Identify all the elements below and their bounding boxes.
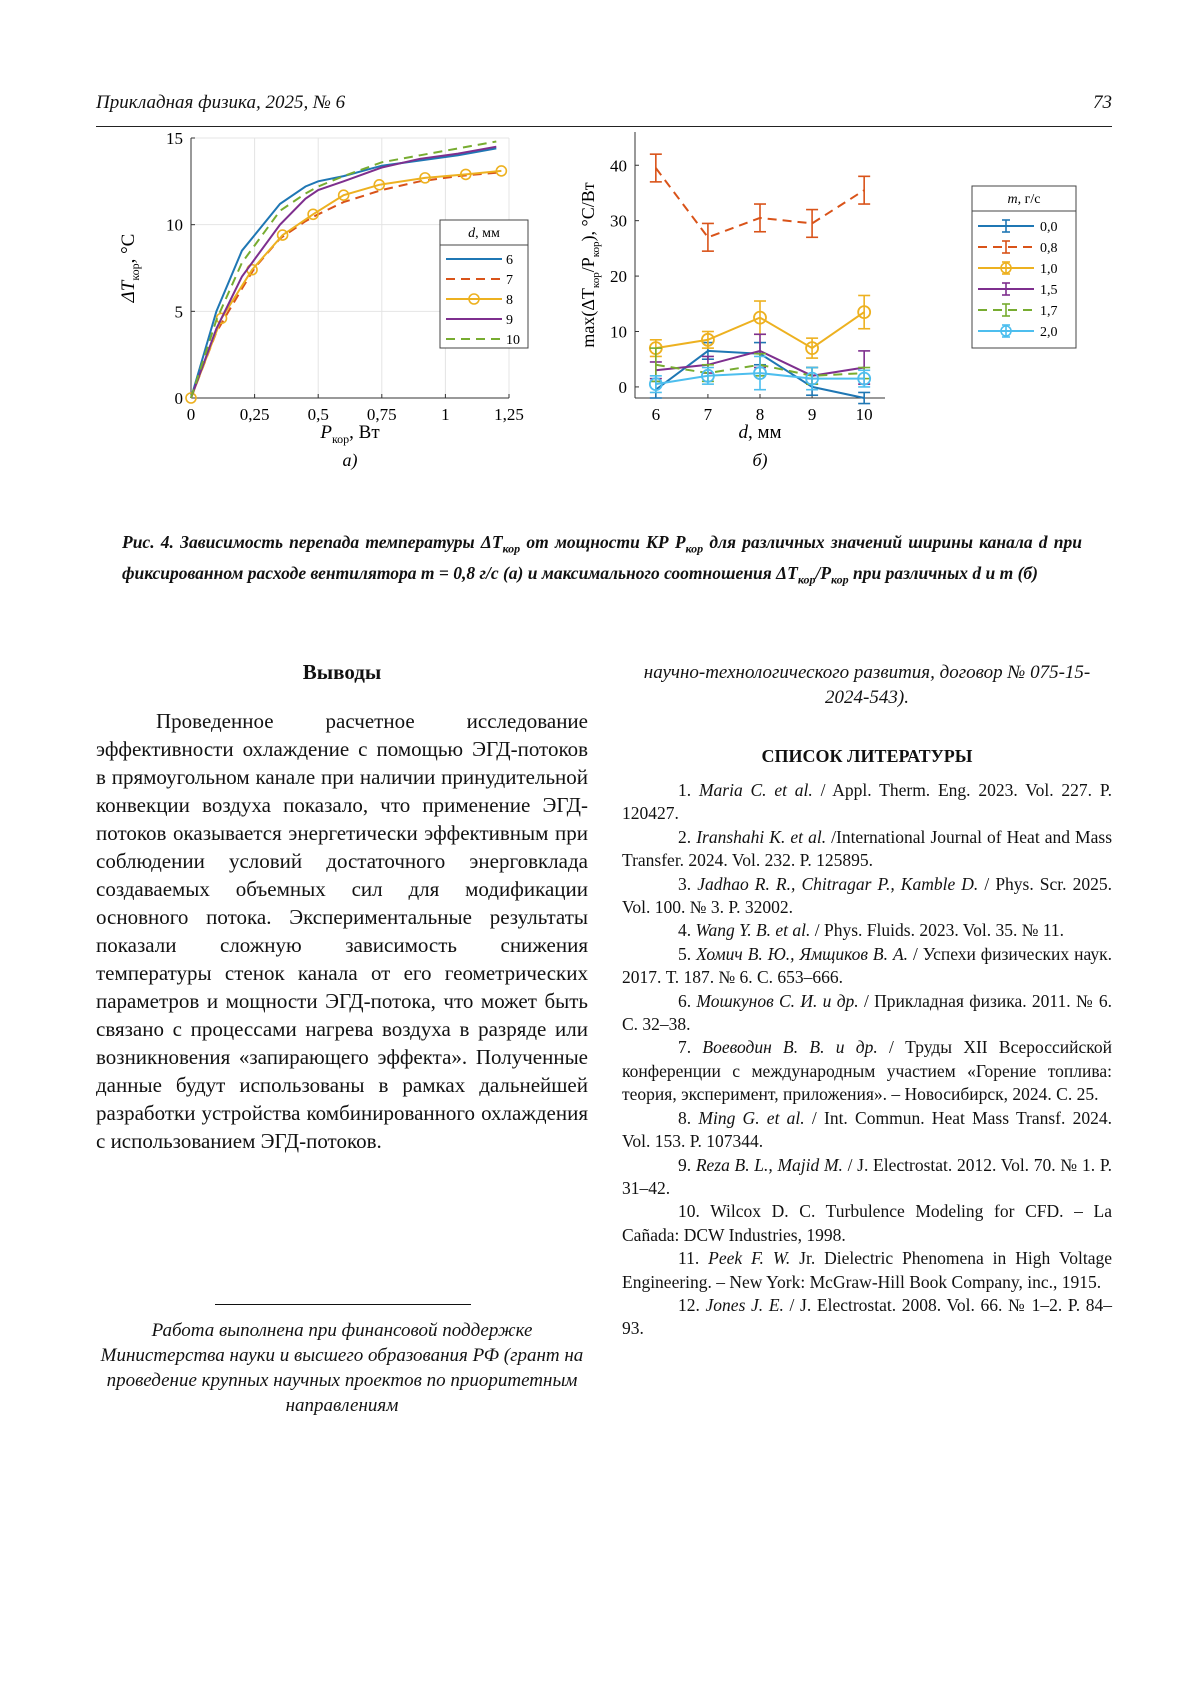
chart-b-ytick-label: 20 [610, 267, 627, 287]
reference-authors: Хомич В. Ю., Ямщиков В. А. [696, 943, 909, 964]
journal-title: Прикладная физика, 2025, № 6 [96, 92, 346, 113]
chart-b-xtick-label: 9 [807, 405, 817, 424]
reference-number: 4. [678, 920, 696, 941]
reference-authors: Peek F. W. [708, 1248, 791, 1269]
chart-a-legend [440, 220, 528, 348]
reference-item [622, 873, 1112, 920]
chart-a-panel-label: а) [342, 450, 358, 470]
header-rule [96, 126, 1112, 127]
reference-source: / J. Electrostat. 2012. Vol. 70. № 1. P. 31–42. [622, 1154, 1113, 1198]
chart-a [96, 128, 596, 518]
page-number: 73 [1093, 92, 1112, 113]
reference-source: /International Journal of Heat and Mass Transfer. 2024. Vol. 232. P. 125895. [622, 826, 1113, 871]
chart-a-xtick-label: 0,5 [307, 405, 329, 424]
reference-item [622, 1107, 1112, 1154]
reference-authors: Iranshahi K. et al. [696, 826, 827, 847]
left-column [96, 660, 588, 1155]
reference-source: / Успехи физических наук. 2017. Т. 187. № 6. С. 653–666. [622, 943, 1112, 988]
chart-b-ytick-label: 10 [610, 322, 627, 342]
chart-b-xtick-label: 7 [703, 405, 713, 424]
reference-number: 1. [678, 780, 699, 800]
reference-authors: Jones J. E. [705, 1294, 784, 1315]
reference-source: / Прикладная физика. 2011. № 6. С. 32–38. [622, 990, 1112, 1035]
reference-source: / Phys. Fluids. 2023. Vol. 35. № 11. [810, 920, 1065, 941]
chart-b-legend-label: 1,7 [1040, 304, 1058, 319]
reference-authors: Maria C. et al. [698, 780, 813, 800]
chart-a-xtick-label: 1 [441, 405, 450, 424]
chart-a-legend-label: 10 [506, 333, 520, 348]
chart-b-xtick-label: 10 [855, 405, 873, 424]
chart-b-xlabel: d, мм [738, 422, 782, 443]
chart-b-legend-label: 2,0 [1040, 325, 1058, 340]
chart-b-xtick-label: 8 [755, 405, 765, 424]
reference-authors: Wang Y. B. et al. [695, 920, 811, 941]
page-header [96, 92, 1112, 124]
reference-item [622, 826, 1112, 873]
funding-note: Работа выполнена при финансовой поддержке Министерства науки и высшего образования РФ (грант на проведение крупных научных проектов по приоритетным направлениям [100, 1320, 584, 1416]
reference-number: 3. [678, 873, 698, 894]
chart-a-ytick-label: 10 [166, 215, 183, 235]
funding-rule [215, 1304, 471, 1305]
chart-b-ylabel: $\max(\Delta T_{кор}/P_{кор})$, °C/Вт [578, 182, 602, 348]
reference-source: Wilcox D. C. Turbulence Modeling for CFD. – La Cañada: DCW Industries, 1998. [622, 1201, 1113, 1245]
reference-authors: Ming G. et al. [698, 1107, 805, 1128]
chart-b-ytick-label: 40 [610, 156, 627, 176]
reference-item [622, 1200, 1112, 1247]
reference-item [622, 779, 1112, 826]
chart-b-legend-title: m, г/с [1007, 192, 1041, 207]
reference-number: 10. [678, 1201, 711, 1222]
chart-b-legend [972, 186, 1076, 348]
chart-b-legend-label: 1,0 [1040, 262, 1058, 277]
conclusions-text: Проведенное расчетное исследование эффективности охлаждение с помощью ЭГД-потоков в прямоугольном канале при наличии принудительной конвекции воздуха показало, что применение ЭГД-потоков оказывается энергетически эффективным при соблюдении условий достаточного энерговклада создаваемых объемных сил для модификации основного потока. Экспериментальные результаты показали сложную зависимость снижения температуры стенок канала от его геометрических параметров и мощности ЭГД-потока, что может быть связано с процессами нагрева воздуха в разряде или возникновения «запирающего эффекта». Полученные данные будут использованы в рамках дальнейшей разработки устройства комбинированного охлаждения с использованием ЭГД-потоков. [96, 709, 588, 1153]
reference-item [622, 1154, 1112, 1201]
reference-authors: Мошкунов С. И. и др. [696, 990, 859, 1011]
reference-authors: Jadhao R. R., Chitragar P., Kamble D. [697, 873, 979, 894]
chart-a-legend-label: 9 [506, 313, 513, 328]
reference-number: 11. [678, 1248, 709, 1269]
reference-authors: Воеводин В. В. и др. [702, 1037, 878, 1058]
figure-caption: Рис. 4. Зависимость перепада температуры $\Delta T_{кор}$ от мощности КР $P_{кор}$ для различных значений ширины канала d при фиксированном расходе вентилятора m = 0,8 г/с (а) и максимального соотношения $\Delta T_{кор}/P_{кор}$ при различных d и m (б) [122, 532, 1082, 586]
chart-b-ytick-label: 30 [610, 211, 627, 231]
chart-a-xtick-label: 1,25 [494, 405, 524, 424]
chart-a-ytick-label: 15 [166, 129, 183, 148]
chart-a-legend-label: 6 [506, 253, 513, 268]
reference-number: 8. [678, 1107, 699, 1128]
reference-number: 12. [678, 1294, 706, 1315]
reference-source: / Phys. Scr. 2025. Vol. 100. № 3. P. 32002. [622, 873, 1112, 918]
chart-a-xtick-label: 0,75 [366, 405, 397, 424]
chart-a-xtick-label: 0,25 [239, 405, 270, 424]
chart-b-legend-label: 0,0 [1040, 220, 1058, 235]
chart-a-xlabel: $P_{кор}$, Вт [320, 422, 380, 446]
chart-a-ylabel: $\Delta T_{кор}$, °C [118, 233, 142, 303]
reference-number: 7. [678, 1037, 703, 1058]
reference-source: / Appl. Therm. Eng. 2023. Vol. 227. P. 120427. [622, 780, 1113, 824]
chart-a-legend-label: 8 [506, 293, 513, 308]
reference-source: / Труды XII Всероссийской конференции с международным участием «Горение топлива: теория, эксперимент, приложения». – Новосибирск, 2024. С. 25. [622, 1037, 1113, 1105]
conclusions-title: Выводы [302, 660, 382, 684]
reference-source: / Int. Commun. Heat Mass Transf. 2024. Vol. 153. P. 107344. [622, 1107, 1112, 1152]
reference-number: 5. [678, 943, 697, 964]
chart-b-xtick-label: 6 [651, 405, 661, 424]
chart-b-panel-label: б) [752, 450, 768, 470]
chart-a-legend-label: 7 [506, 273, 513, 288]
reference-item [622, 990, 1112, 1037]
chart-a-legend-title: d, мм [468, 226, 500, 241]
chart-a-ytick-label: 0 [174, 389, 183, 408]
chart-b-legend-label: 1,5 [1040, 283, 1058, 298]
reference-authors: Reza B. L., Majid M. [695, 1154, 843, 1175]
chart-a-xtick-label: 0 [186, 405, 196, 424]
chart-b-legend-label: 0,8 [1040, 241, 1058, 256]
chart-a-ytick-label: 5 [174, 302, 183, 322]
reference-item [622, 1294, 1112, 1341]
chart-b-ytick-label: 0 [618, 377, 627, 397]
references-title: СПИСОК ЛИТЕРАТУРЫ [761, 746, 973, 766]
reference-number: 9. [678, 1154, 696, 1175]
reference-source: Jr. Dielectric Phenomena in High Voltage Engineering. – New York: McGraw-Hill Book Company, inc., 1915. [622, 1248, 1112, 1292]
reference-item [622, 1247, 1112, 1294]
reference-item [622, 919, 1112, 942]
reference-source: / J. Electrostat. 2008. Vol. 66. № 1–2. P. 84–93. [622, 1294, 1112, 1339]
reference-number: 2. [678, 826, 697, 847]
reference-number: 6. [678, 990, 697, 1011]
reference-item [622, 943, 1112, 990]
reference-item [622, 1036, 1112, 1106]
chart-b [578, 128, 1110, 518]
right-column [622, 660, 1112, 1341]
funding-note-continued: научно-технологического развития, договор № 075-15-2024-543). [643, 662, 1091, 708]
reference-list [622, 779, 1112, 1341]
